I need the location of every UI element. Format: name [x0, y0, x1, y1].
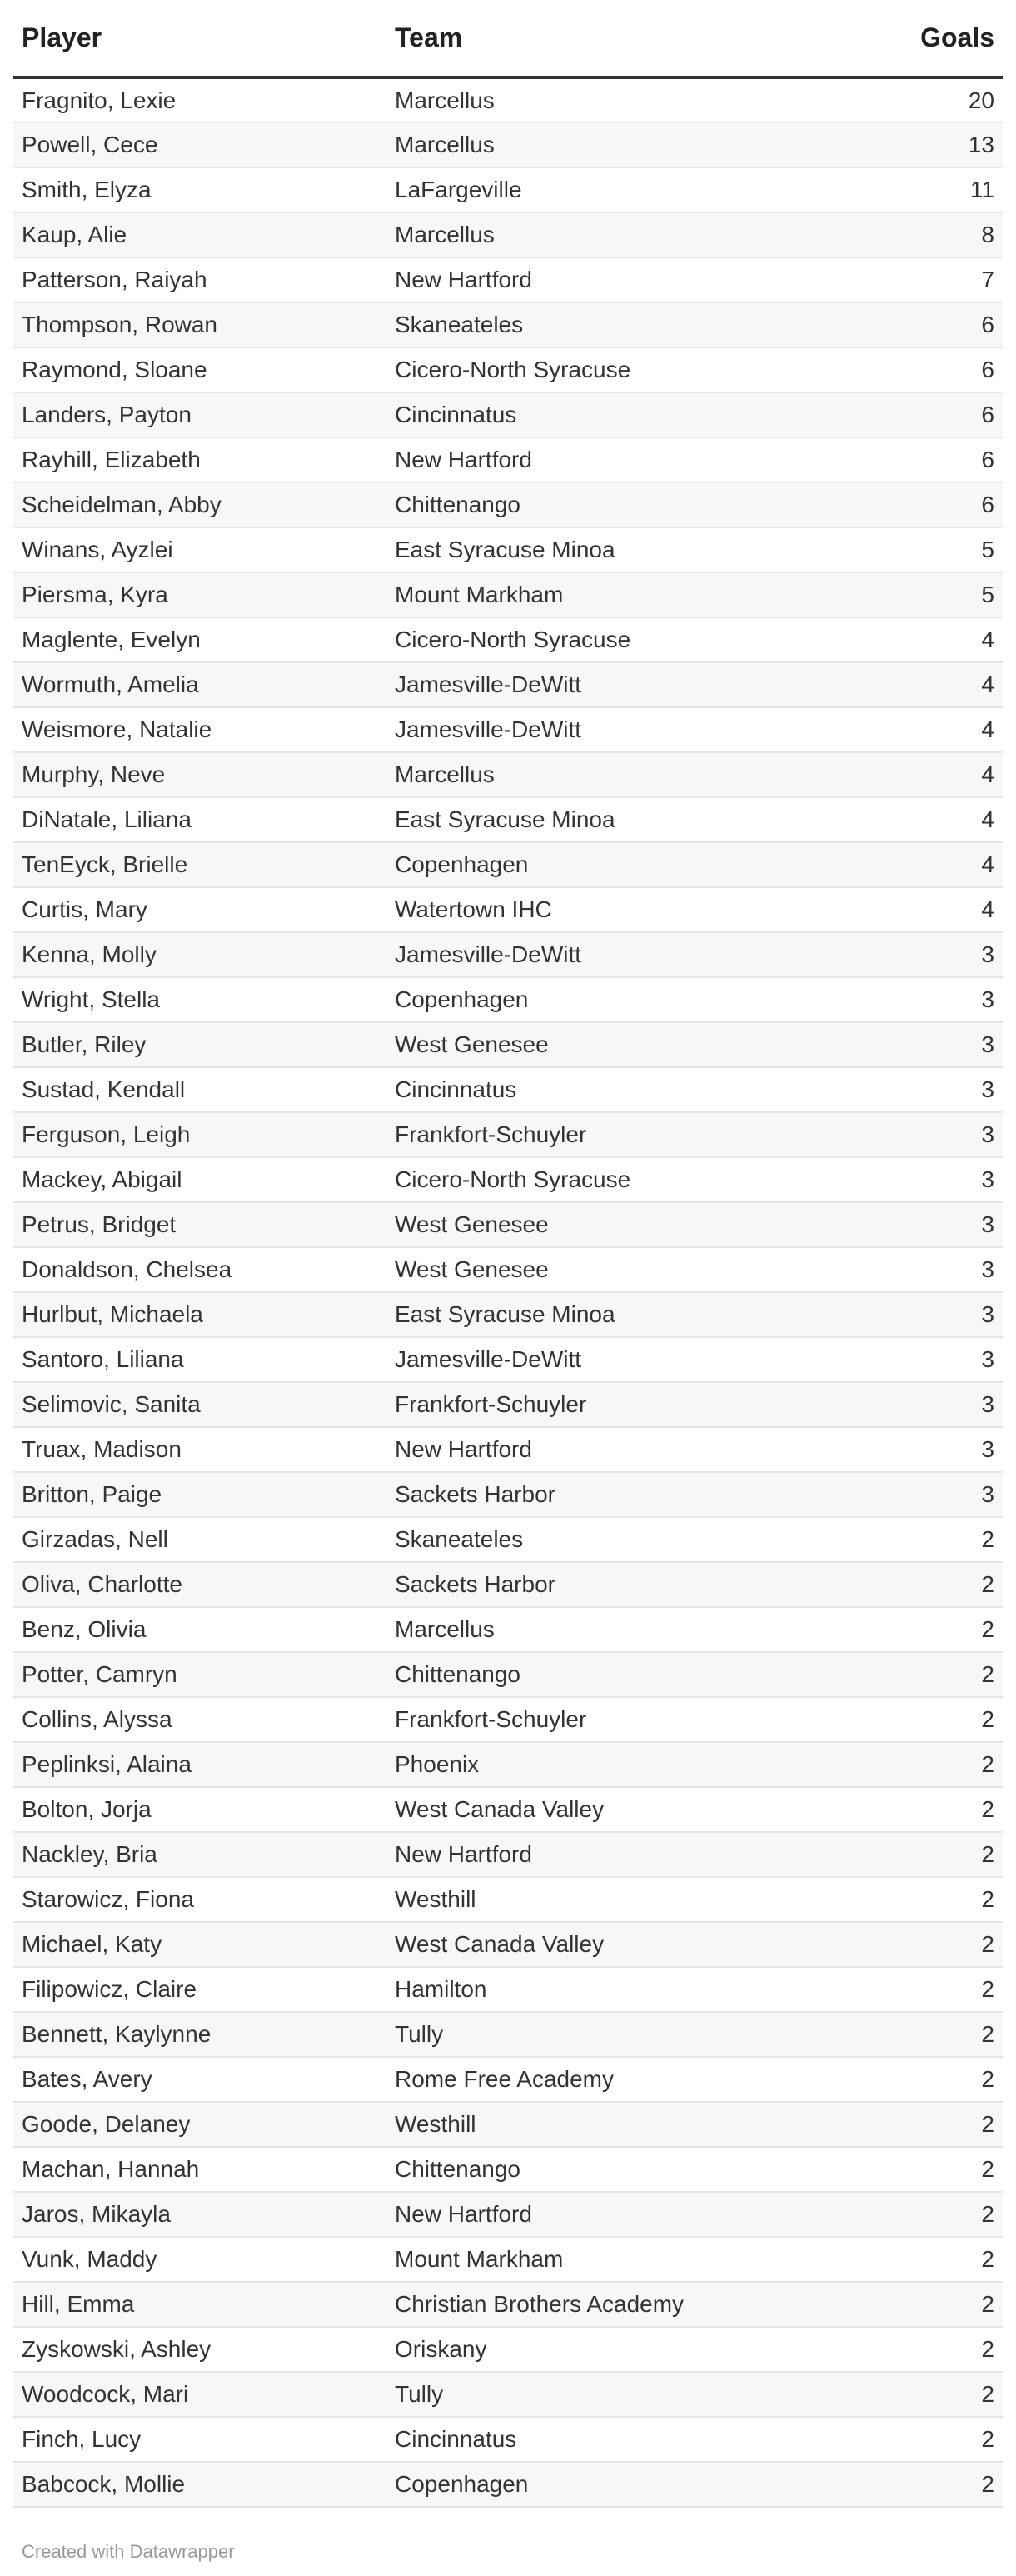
player-cell: DiNatale, Liliana	[13, 797, 386, 842]
player-cell: Bolton, Jorja	[13, 1787, 386, 1832]
team-cell: Marcellus	[386, 752, 819, 797]
goals-cell: 3	[819, 977, 1003, 1022]
table-row	[13, 347, 1003, 392]
table-row	[13, 572, 1003, 617]
player-cell: Patterson, Raiyah	[13, 257, 386, 302]
player-cell: Winans, Ayzlei	[13, 527, 386, 572]
team-cell: Cicero-North Syracuse	[386, 347, 819, 392]
goals-cell: 3	[819, 1112, 1003, 1157]
team-cell: Jamesville-DeWitt	[386, 1337, 819, 1382]
table-row	[13, 2462, 1003, 2507]
goals-cell: 6	[819, 482, 1003, 527]
table-row	[13, 1787, 1003, 1832]
goals-cell: 4	[819, 752, 1003, 797]
player-cell: Vunk, Maddy	[13, 2237, 386, 2282]
team-cell: Rome Free Academy	[386, 2057, 819, 2102]
team-cell: Tully	[386, 2012, 819, 2057]
goals-cell: 6	[819, 347, 1003, 392]
team-cell: Chittenango	[386, 482, 819, 527]
player-cell: Rayhill, Elizabeth	[13, 437, 386, 482]
team-cell: New Hartford	[386, 437, 819, 482]
player-cell: Raymond, Sloane	[13, 347, 386, 392]
player-cell: Finch, Lucy	[13, 2417, 386, 2462]
team-cell: Westhill	[386, 2102, 819, 2147]
player-cell: Hill, Emma	[13, 2282, 386, 2327]
goals-cell: 5	[819, 527, 1003, 572]
team-cell: Copenhagen	[386, 977, 819, 1022]
goals-cell: 2	[819, 1967, 1003, 2012]
goals-cell: 6	[819, 437, 1003, 482]
table-row	[13, 1652, 1003, 1697]
goals-cell: 3	[819, 1472, 1003, 1517]
team-cell: West Genesee	[386, 1247, 819, 1292]
table-row	[13, 1112, 1003, 1157]
table-row	[13, 662, 1003, 707]
team-cell: Copenhagen	[386, 2462, 819, 2507]
table-row	[13, 2237, 1003, 2282]
table-row	[13, 167, 1003, 212]
player-cell: Britton, Paige	[13, 1472, 386, 1517]
goals-cell: 2	[819, 2282, 1003, 2327]
player-cell: Thompson, Rowan	[13, 302, 386, 347]
team-cell: LaFargeville	[386, 167, 819, 212]
goals-cell: 11	[819, 167, 1003, 212]
player-cell: Collins, Alyssa	[13, 1697, 386, 1742]
player-cell: Filipowicz, Claire	[13, 1967, 386, 2012]
table-row	[13, 257, 1003, 302]
player-cell: Babcock, Mollie	[13, 2462, 386, 2507]
player-cell: Kaup, Alie	[13, 212, 386, 257]
player-cell: Butler, Riley	[13, 1022, 386, 1067]
table-row	[13, 2147, 1003, 2192]
table-row	[13, 1517, 1003, 1562]
team-cell: West Canada Valley	[386, 1922, 819, 1967]
team-cell: Watertown IHC	[386, 887, 819, 932]
goals-cell: 3	[819, 1022, 1003, 1067]
team-cell: Sackets Harbor	[386, 1562, 819, 1607]
team-cell: East Syracuse Minoa	[386, 1292, 819, 1337]
player-cell: Selimovic, Sanita	[13, 1382, 386, 1427]
goals-cell: 2	[819, 1562, 1003, 1607]
table-row	[13, 707, 1003, 752]
player-cell: Smith, Elyza	[13, 167, 386, 212]
goals-cell: 4	[819, 842, 1003, 887]
column-header-team[interactable]: Team	[386, 0, 819, 77]
goals-cell: 13	[819, 122, 1003, 167]
table-row	[13, 887, 1003, 932]
player-cell: Sustad, Kendall	[13, 1067, 386, 1112]
table-row	[13, 2057, 1003, 2102]
table-row	[13, 2372, 1003, 2417]
table-body	[13, 77, 1003, 2507]
goals-cell: 3	[819, 1067, 1003, 1112]
goals-cell: 8	[819, 212, 1003, 257]
team-cell: Skaneateles	[386, 1517, 819, 1562]
team-cell: Cicero-North Syracuse	[386, 1157, 819, 1202]
player-cell: Wright, Stella	[13, 977, 386, 1022]
table-row	[13, 617, 1003, 662]
table-row	[13, 1022, 1003, 1067]
team-cell: Jamesville-DeWitt	[386, 707, 819, 752]
table-row	[13, 1337, 1003, 1382]
team-cell: Hamilton	[386, 1967, 819, 2012]
goals-cell: 4	[819, 707, 1003, 752]
table-row	[13, 1562, 1003, 1607]
table-row	[13, 1292, 1003, 1337]
table-row	[13, 1382, 1003, 1427]
goals-cell: 2	[819, 2192, 1003, 2237]
team-cell: Mount Markham	[386, 572, 819, 617]
player-cell: Girzadas, Nell	[13, 1517, 386, 1562]
goals-cell: 3	[819, 1427, 1003, 1472]
goals-cell: 4	[819, 887, 1003, 932]
goals-cell: 2	[819, 2102, 1003, 2147]
column-header-player[interactable]: Player	[13, 0, 386, 77]
table-row	[13, 482, 1003, 527]
goals-cell: 2	[819, 1922, 1003, 1967]
team-cell: Oriskany	[386, 2327, 819, 2372]
player-cell: Benz, Olivia	[13, 1607, 386, 1652]
goals-cell: 2	[819, 1652, 1003, 1697]
goals-cell: 2	[819, 1517, 1003, 1562]
team-cell: Mount Markham	[386, 2237, 819, 2282]
table-row	[13, 1877, 1003, 1922]
table-row	[13, 527, 1003, 572]
goals-cell: 2	[819, 2237, 1003, 2282]
player-cell: Starowicz, Fiona	[13, 1877, 386, 1922]
goals-cell: 3	[819, 1202, 1003, 1247]
table-row	[13, 842, 1003, 887]
player-cell: Petrus, Bridget	[13, 1202, 386, 1247]
player-cell: Bennett, Kaylynne	[13, 2012, 386, 2057]
table-row	[13, 1202, 1003, 1247]
goals-cell: 3	[819, 1157, 1003, 1202]
team-cell: New Hartford	[386, 2192, 819, 2237]
goals-cell: 2	[819, 2417, 1003, 2462]
team-cell: East Syracuse Minoa	[386, 797, 819, 842]
player-cell: Goode, Delaney	[13, 2102, 386, 2147]
table-row	[13, 977, 1003, 1022]
team-cell: Cicero-North Syracuse	[386, 617, 819, 662]
goals-cell: 2	[819, 2057, 1003, 2102]
goals-cell: 6	[819, 302, 1003, 347]
column-header-goals[interactable]: Goals	[819, 0, 1003, 77]
team-cell: Phoenix	[386, 1742, 819, 1787]
team-cell: Marcellus	[386, 1607, 819, 1652]
goals-cell: 5	[819, 572, 1003, 617]
team-cell: New Hartford	[386, 1832, 819, 1877]
player-cell: Nackley, Bria	[13, 1832, 386, 1877]
team-cell: West Canada Valley	[386, 1787, 819, 1832]
table-row	[13, 302, 1003, 347]
table-row	[13, 1967, 1003, 2012]
goals-cell: 2	[819, 1742, 1003, 1787]
player-cell: Donaldson, Chelsea	[13, 1247, 386, 1292]
table-row	[13, 1067, 1003, 1112]
table-row	[13, 2192, 1003, 2237]
header-row	[13, 0, 1003, 77]
goals-cell: 3	[819, 932, 1003, 977]
team-cell: West Genesee	[386, 1202, 819, 1247]
team-cell: New Hartford	[386, 257, 819, 302]
team-cell: Marcellus	[386, 77, 819, 122]
table-header	[13, 0, 1003, 77]
team-cell: Tully	[386, 2372, 819, 2417]
player-cell: Woodcock, Mari	[13, 2372, 386, 2417]
goals-cell: 2	[819, 1607, 1003, 1652]
team-cell: East Syracuse Minoa	[386, 527, 819, 572]
player-cell: Scheidelman, Abby	[13, 482, 386, 527]
table-row	[13, 1247, 1003, 1292]
team-cell: Jamesville-DeWitt	[386, 932, 819, 977]
team-cell: Frankfort-Schuyler	[386, 1382, 819, 1427]
goals-cell: 3	[819, 1292, 1003, 1337]
table-row	[13, 1472, 1003, 1517]
player-cell: Potter, Camryn	[13, 1652, 386, 1697]
goals-cell: 2	[819, 1787, 1003, 1832]
table-row	[13, 1607, 1003, 1652]
goals-cell: 2	[819, 1697, 1003, 1742]
team-cell: Cincinnatus	[386, 392, 819, 437]
goals-cell: 2	[819, 2462, 1003, 2507]
table-row	[13, 437, 1003, 482]
player-cell: Fragnito, Lexie	[13, 77, 386, 122]
goals-cell: 3	[819, 1382, 1003, 1427]
team-cell: Westhill	[386, 1877, 819, 1922]
team-cell: Cincinnatus	[386, 2417, 819, 2462]
player-cell: Landers, Payton	[13, 392, 386, 437]
table-row	[13, 1427, 1003, 1472]
team-cell: Marcellus	[386, 212, 819, 257]
goals-cell: 2	[819, 2372, 1003, 2417]
team-cell: Skaneateles	[386, 302, 819, 347]
goals-cell: 20	[819, 77, 1003, 122]
player-cell: TenEyck, Brielle	[13, 842, 386, 887]
goals-cell: 7	[819, 257, 1003, 302]
team-cell: West Genesee	[386, 1022, 819, 1067]
goals-cell: 2	[819, 1877, 1003, 1922]
player-cell: Santoro, Liliana	[13, 1337, 386, 1382]
player-cell: Ferguson, Leigh	[13, 1112, 386, 1157]
player-cell: Peplinksi, Alaina	[13, 1742, 386, 1787]
goals-cell: 3	[819, 1337, 1003, 1382]
table-row	[13, 2417, 1003, 2462]
team-cell: New Hartford	[386, 1427, 819, 1472]
table-row	[13, 2282, 1003, 2327]
player-cell: Oliva, Charlotte	[13, 1562, 386, 1607]
table-row	[13, 752, 1003, 797]
player-cell: Weismore, Natalie	[13, 707, 386, 752]
team-cell: Frankfort-Schuyler	[386, 1697, 819, 1742]
player-cell: Machan, Hannah	[13, 2147, 386, 2192]
table-row	[13, 932, 1003, 977]
goals-cell: 2	[819, 2147, 1003, 2192]
table-row	[13, 1832, 1003, 1877]
table-row	[13, 797, 1003, 842]
goals-cell: 3	[819, 1247, 1003, 1292]
player-cell: Kenna, Molly	[13, 932, 386, 977]
goals-cell: 2	[819, 2012, 1003, 2057]
table-row	[13, 1742, 1003, 1787]
player-cell: Jaros, Mikayla	[13, 2192, 386, 2237]
team-cell: Frankfort-Schuyler	[386, 1112, 819, 1157]
goals-cell: 4	[819, 662, 1003, 707]
player-cell: Powell, Cece	[13, 122, 386, 167]
player-cell: Michael, Katy	[13, 1922, 386, 1967]
player-cell: Maglente, Evelyn	[13, 617, 386, 662]
table-row	[13, 2102, 1003, 2147]
player-cell: Piersma, Kyra	[13, 572, 386, 617]
player-cell: Bates, Avery	[13, 2057, 386, 2102]
table-row	[13, 392, 1003, 437]
table-row	[13, 122, 1003, 167]
player-cell: Wormuth, Amelia	[13, 662, 386, 707]
team-cell: Christian Brothers Academy	[386, 2282, 819, 2327]
goals-table	[13, 0, 1003, 2508]
table-row	[13, 1157, 1003, 1202]
player-cell: Truax, Madison	[13, 1427, 386, 1472]
player-cell: Hurlbut, Michaela	[13, 1292, 386, 1337]
table-row	[13, 1697, 1003, 1742]
goals-cell: 4	[819, 617, 1003, 662]
goals-cell: 2	[819, 2327, 1003, 2372]
player-cell: Mackey, Abigail	[13, 1157, 386, 1202]
table-row	[13, 77, 1003, 122]
player-cell: Zyskowski, Ashley	[13, 2327, 386, 2372]
table-row	[13, 212, 1003, 257]
goals-cell: 6	[819, 392, 1003, 437]
table-row	[13, 2327, 1003, 2372]
datawrapper-credit[interactable]: Created with Datawrapper	[22, 2541, 235, 2562]
player-cell: Murphy, Neve	[13, 752, 386, 797]
team-cell: Copenhagen	[386, 842, 819, 887]
table-row	[13, 2012, 1003, 2057]
table-row	[13, 1922, 1003, 1967]
team-cell: Chittenango	[386, 2147, 819, 2192]
player-cell: Curtis, Mary	[13, 887, 386, 932]
goals-cell: 2	[819, 1832, 1003, 1877]
team-cell: Cincinnatus	[386, 1067, 819, 1112]
team-cell: Sackets Harbor	[386, 1472, 819, 1517]
team-cell: Jamesville-DeWitt	[386, 662, 819, 707]
goals-cell: 4	[819, 797, 1003, 842]
team-cell: Marcellus	[386, 122, 819, 167]
team-cell: Chittenango	[386, 1652, 819, 1697]
